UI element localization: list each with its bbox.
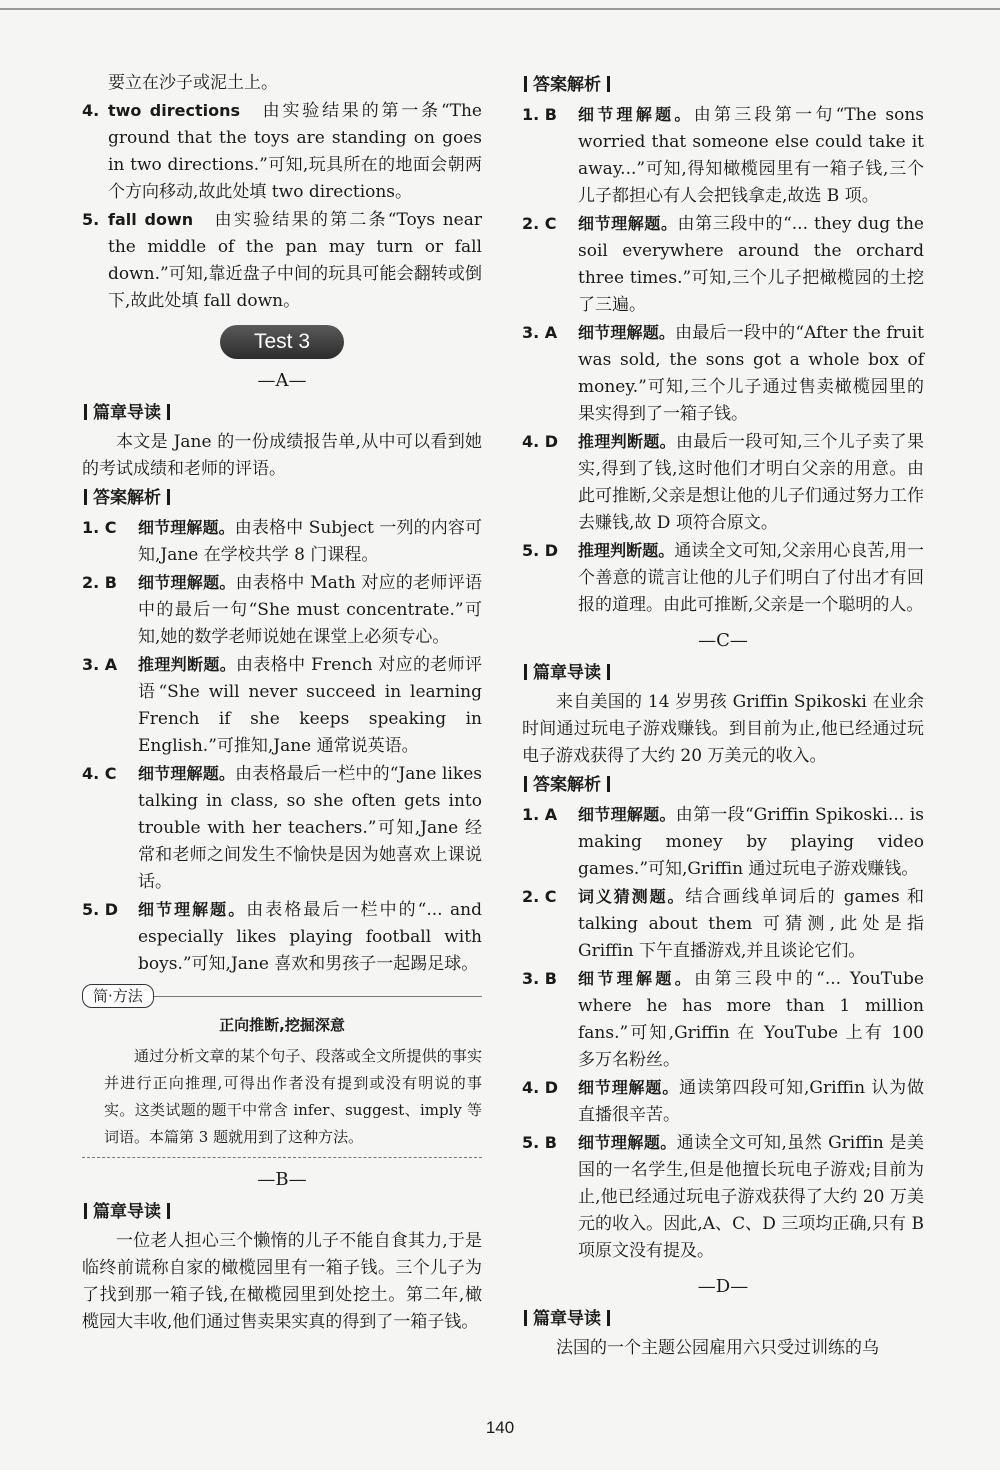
item-number: 1. — [522, 805, 540, 824]
answer-item — [522, 101, 924, 210]
answer-item — [522, 1074, 924, 1129]
question-type: 细节理解题。 — [578, 969, 695, 988]
item-answer: C — [544, 887, 557, 906]
item-text: 通读全文可知,父亲用心良苦,用一个善意的谎言让他的儿子们明白了付出才有回报的道理。由此可推断,父亲是一个聪明的人。 — [578, 541, 924, 615]
item-number: 2. — [522, 887, 540, 906]
answer-item — [522, 428, 924, 537]
heading-bar-icon — [607, 776, 610, 792]
guide-heading: 篇章导读 — [522, 1306, 924, 1333]
item-answer: B — [104, 573, 117, 592]
question-type: 细节理解题。 — [138, 573, 236, 592]
method-tag: 简·方法 — [82, 984, 154, 1008]
item-text: 由最后一段可知,三个儿子卖了果实,得到了钱,这时他们才明白父亲的用意。由此可推断,父亲是想让他的儿子们通过努力工作去赚钱,故 D 项符合原文。 — [578, 432, 924, 533]
item-answer: B — [544, 1133, 557, 1152]
method-divider — [154, 996, 482, 997]
item-number: 4. — [522, 1078, 540, 1097]
item-number: 4. — [82, 764, 100, 783]
item-text: 由最后一段中的“After the fruit was sold, the sons got a whole box of money.”可知,三个儿子通过售卖橄榄园里的果实得到了一箱子钱。 — [578, 323, 924, 424]
answers-heading: 答案解析 — [522, 772, 924, 799]
item-text: 由第三段中的“... YouTube where he has more than 1 million fans.”可知,Griffin 在 YouTube 上有 100 多万名粉丝。 — [578, 969, 924, 1070]
item-answer: A — [104, 655, 118, 674]
top-rule — [0, 8, 1000, 10]
answer-item — [82, 97, 482, 206]
answer-item — [522, 319, 924, 428]
question-type: 推理判断题。 — [138, 655, 237, 674]
item-answer: D — [544, 1078, 559, 1097]
question-type: 细节理解题。 — [138, 518, 235, 537]
heading-bar-icon — [607, 664, 610, 680]
heading-bar-icon — [607, 1310, 610, 1326]
section-c-heading: —C— — [698, 630, 748, 651]
question-type: 词义猜测题。 — [578, 887, 686, 906]
question-type: 细节理解题。 — [578, 323, 676, 342]
question-type: 细节理解题。 — [138, 764, 236, 783]
item-answer: two directions — [108, 101, 241, 120]
section-d-heading: —D— — [697, 1276, 749, 1297]
item-answer: C — [544, 214, 557, 233]
item-number: 5. — [82, 210, 100, 229]
method-divider — [82, 1157, 482, 1158]
guide-text: 本文是 Jane 的一份成绩报告单,从中可以看到她的考试成绩和老师的评语。 — [82, 432, 482, 479]
left-column — [82, 70, 482, 1336]
item-number: 1. — [82, 518, 100, 537]
item-answer: fall down — [108, 210, 194, 229]
continued-line: 要立在沙子或泥土上。 — [108, 73, 278, 93]
item-answer: A — [544, 805, 558, 824]
item-number: 5. — [522, 541, 540, 560]
item-answer: B — [544, 969, 557, 988]
answer-item — [522, 210, 924, 319]
item-text: 由表格中 Math 对应的老师评语中的最后一句“She must concentrate.”可知,她的数学老师说她在课堂上必须专心。 — [138, 573, 482, 647]
item-number: 5. — [82, 900, 100, 919]
item-text: 由表格最后一栏中的“... and especially likes playing football with boys.”可知,Jane 喜欢和男孩子一起踢足球。 — [138, 900, 482, 974]
right-column — [522, 70, 924, 1362]
guide-text: 来自美国的 14 岁男孩 Griffin Spikoski 在业余时间通过玩电子游戏赚钱。到目前为止,他已经通过玩电子游戏获得了大约 20 万美元的收入。 — [522, 692, 924, 766]
answer-item — [522, 537, 924, 619]
item-answer: D — [544, 541, 559, 560]
item-text: 由实验结果的第二条“Toys near the middle of the pan may turn or fall down.”可知,靠近盘子中间的玩具可能会翻转或倒下,故此处填 fall down。 — [108, 210, 482, 311]
answers-heading: 答案解析 — [82, 485, 482, 512]
item-answer: C — [104, 764, 117, 783]
method-box — [82, 984, 482, 1158]
page-number: 140 — [485, 1418, 515, 1437]
heading-bar-icon — [524, 776, 527, 792]
item-text: 由第三段中的“... they dug the soil everywhere around the orchard three times.”可知,三个儿子把橄榄园的土挖了三遍。 — [578, 214, 924, 315]
answer-item — [522, 965, 924, 1074]
heading-bar-icon — [524, 76, 527, 92]
item-number: 4. — [82, 101, 100, 120]
heading-bar-icon — [167, 1203, 170, 1219]
guide-heading: 篇章导读 — [522, 660, 924, 687]
item-text: 通读全文可知,虽然 Griffin 是美国的一名学生,但是他擅长玩电子游戏;目前为止,他已经通过玩电子游戏获得了大约 20 万美元的收入。因此,A、C、D 三项均正确,只有 B 项原文没有提及。 — [578, 1133, 924, 1261]
item-text: 由表格最后一栏中的“Jane likes talking in class, so she often gets into trouble with her teachers.”可知,Jane 经常和老师之间发生不愉快是因为她喜欢上课说话。 — [138, 764, 482, 892]
guide-heading: 篇章导读 — [82, 400, 482, 427]
item-text: 由第三段第一句“The sons worried that someone else could take it away...”可知,得知橄榄园里有一箱子钱,三个儿子都担心有人会把钱拿走,故选 B 项。 — [578, 105, 924, 206]
heading-bar-icon — [84, 489, 87, 505]
item-answer: C — [104, 518, 117, 537]
question-type: 细节理解题。 — [578, 105, 694, 124]
item-number: 1. — [522, 105, 540, 124]
test-badge: Test 3 — [220, 325, 344, 359]
answer-item — [522, 801, 924, 883]
answer-item — [82, 206, 482, 315]
guide-text: 法国的一个主题公园雇用六只受过训练的乌 — [556, 1338, 879, 1358]
answer-item — [82, 569, 482, 651]
section-a-heading: —A— — [257, 370, 307, 391]
heading-bar-icon — [167, 489, 170, 505]
method-text: 通过分析文章的某个句子、段落或全文所提供的事实并进行正向推理,可得出作者没有提到或没有明说的事实。这类试题的题干中常含 infer、suggest、imply 等词语。本篇第 3 题就用到了这种方法。 — [104, 1047, 482, 1146]
heading-bar-icon — [84, 404, 87, 420]
heading-bar-icon — [524, 1310, 527, 1326]
item-text: 由第一段“Griffin Spikoski... is making money by playing video games.”可知,Griffin 通过玩电子游戏赚钱。 — [578, 805, 924, 879]
heading-bar-icon — [84, 1203, 87, 1219]
item-answer: A — [544, 323, 558, 342]
answer-item — [82, 896, 482, 978]
item-text: 由表格中 Subject 一列的内容可知,Jane 在学校共学 8 门课程。 — [138, 518, 482, 565]
question-type: 推理判断题。 — [578, 541, 675, 560]
answers-heading: 答案解析 — [522, 72, 924, 99]
item-text: 通读第四段可知,Griffin 认为做直播很辛苦。 — [578, 1078, 924, 1125]
question-type: 细节理解题。 — [138, 900, 247, 919]
question-type: 细节理解题。 — [578, 214, 678, 233]
item-number: 3. — [82, 655, 100, 674]
guide-heading: 篇章导读 — [82, 1199, 482, 1226]
item-answer: D — [104, 900, 119, 919]
answer-item — [82, 651, 482, 760]
item-number: 4. — [522, 432, 540, 451]
item-number: 3. — [522, 969, 540, 988]
item-text: 结合画线单词后的 games 和 talking about them 可猜测,此处是指 Griffin 下午直播游戏,并且谈论它们。 — [578, 887, 924, 961]
item-number: 3. — [522, 323, 540, 342]
item-text: 由表格中 French 对应的老师评语“She will never succeed in learning French if she keeps speaking in English.”可推知,Jane 通常说英语。 — [138, 655, 482, 756]
heading-bar-icon — [524, 664, 527, 680]
answer-item — [522, 1129, 924, 1265]
item-answer: B — [544, 105, 557, 124]
item-number: 2. — [522, 214, 540, 233]
question-type: 细节理解题。 — [578, 1133, 677, 1152]
answer-item — [522, 883, 924, 965]
answer-item — [82, 514, 482, 569]
item-answer: D — [544, 432, 559, 451]
question-type: 细节理解题。 — [578, 805, 676, 824]
section-b-heading: —B— — [257, 1169, 307, 1190]
answer-item — [82, 760, 482, 896]
item-number: 2. — [82, 573, 100, 592]
heading-bar-icon — [607, 76, 610, 92]
method-title: 正向推断,挖掘深意 — [219, 1016, 345, 1034]
item-text: 由实验结果的第一条“The ground that the toys are standing on goes in two directions.”可知,玩具所在的地面会朝两个方向移动,故此处填 two directions。 — [108, 101, 482, 202]
item-number: 5. — [522, 1133, 540, 1152]
heading-bar-icon — [167, 404, 170, 420]
question-type: 细节理解题。 — [578, 1078, 680, 1097]
guide-text: 一位老人担心三个懒惰的儿子不能自食其力,于是临终前谎称自家的橄榄园里有一箱子钱。三个儿子为了找到那一箱子钱,在橄榄园里到处挖土。第二年,橄榄园大丰收,他们通过售卖果实真的得到了一箱子钱。 — [82, 1231, 482, 1332]
question-type: 推理判断题。 — [578, 432, 676, 451]
